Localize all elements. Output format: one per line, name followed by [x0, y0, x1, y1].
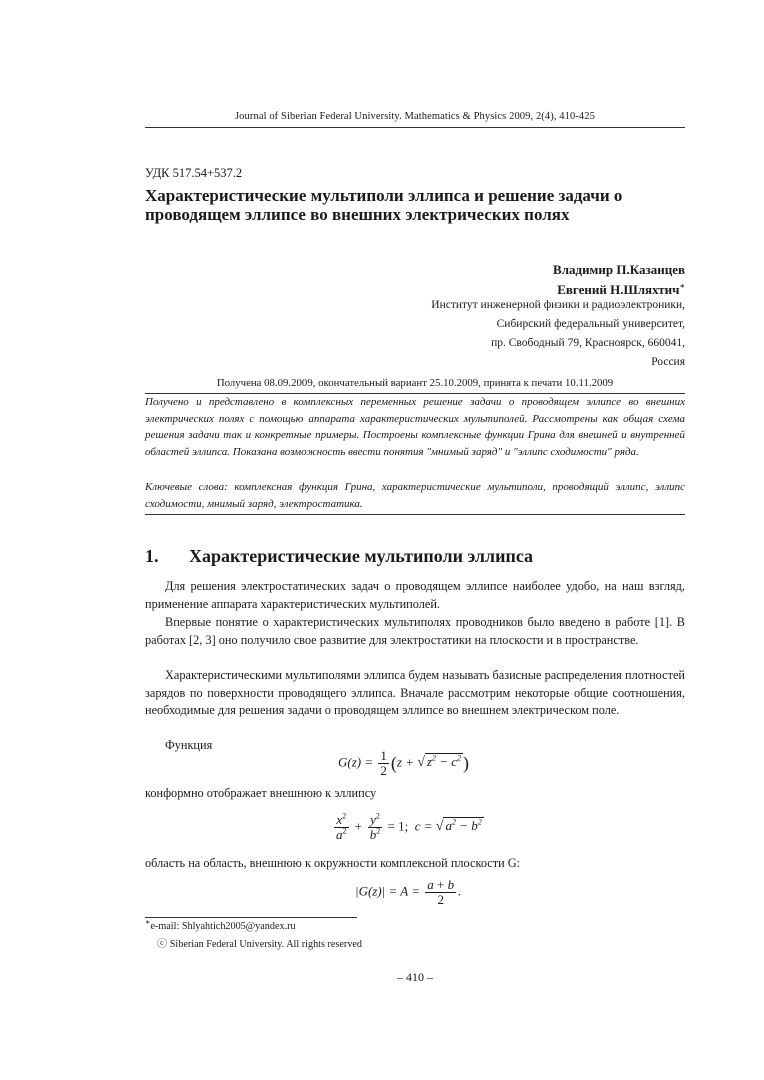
footnote-mark: ∗ [679, 281, 685, 291]
footnote-rule [145, 917, 357, 918]
formula-circle: |G(z)| = A = $\frac{a + b}{2}$ . [355, 877, 462, 907]
page-number: – 410 – [397, 970, 433, 984]
paragraph: Характеристическими мультиполями эллипса будем называть базисные распределения плотностей зарядов по поверхности проводящего эллипса. Вначале рассмотрим некоторые общие соотношения, необходимые для решения задачи о проводящем эллипсе во внешнем электрическом поле. [145, 668, 685, 717]
authors [300, 260, 685, 300]
section-heading [145, 546, 533, 567]
received-dates: Получена 08.09.2009, окончательный вариант 25.10.2009, принята к печати 10.11.2009 [216, 377, 614, 389]
formula-ellipse: $\frac{x^2}{a^2}$ + $\frac{y^2}{b^2}$ = 1; c = √ $a^2 - b^2$ [336, 811, 482, 842]
affiliation-line: Россия [651, 356, 685, 368]
paragraph: Функция [165, 738, 213, 752]
section-number: 1. [145, 546, 159, 566]
affiliation-line: пр. Свободный 79, Красноярск, 660041, [491, 337, 685, 349]
running-head: Journal of Siberian Federal University. Mathematics & Physics 2009, 2(4), 410-425 [235, 111, 595, 122]
udc-code: УДК 517.54+537.2 [145, 166, 243, 180]
section-title: Характеристические мультиполи эллипса [189, 546, 534, 566]
footnote-copyright: ⓒ Siberian Federal University. All rights reserved [157, 939, 363, 950]
paragraph: Для решения электростатических задач о проводящем эллипсе наиболее удобо, на наш взгляд, применение аппарата характеристических мультиполей. [145, 579, 685, 611]
header-rule [145, 127, 685, 128]
abstract: Получено и представлено в комплексных переменных решение задачи о проводящем эллипсе во внешних электрических полях с помощью аппарата характеристических мультиполей. Рассмотрены как общая схема решения задачи так и конкретные примеры. Построены комплексные функции Грина для внешней и внутренней областей эллипса. Показана возможность ввести понятия "мнимый заряд" и "эллипс сходимости" ряда. [145, 396, 685, 458]
keywords: Ключевые слова: комплексная функция Грина, характеристические мультиполи, проводящий эллипс, эллипс сходимости, мнимый заряд, электростатика. [145, 481, 685, 510]
paper-title: Характеристические мультиполи эллипса и решение задачи о проводящем эллипсе во внешних электрических полях [145, 186, 623, 224]
author-2: Евгений Н.Шляхтич∗ [557, 281, 685, 297]
affiliation-line: Сибирский федеральный университет, [496, 318, 685, 330]
affiliation-line: Институт инженерной физики и радиоэлектроники, [431, 299, 685, 311]
paragraph: Впервые понятие о характеристических мультиполях проводников было введено в работе [1]. В работах [2, 3] оно получило свое развитие для электростатики на плоскости и в пространстве. [145, 615, 685, 647]
formula-conformal-map: G(z) = $\frac{1}{2}$ (z + √ $z^2 - c^2$ ) [338, 748, 470, 778]
abstract-bottom-rule [145, 514, 685, 515]
paragraph: конформно отображает внешнюю к эллипсу [145, 786, 377, 800]
author-1: Владимир П.Казанцев [553, 262, 685, 277]
affiliation [300, 296, 685, 372]
paragraph: область на область, внешнюю к окружности комплексной плоскости G: [145, 856, 521, 870]
footnote-email: ∗e-mail: Shlyahtich2005@yandex.ru [145, 917, 296, 932]
